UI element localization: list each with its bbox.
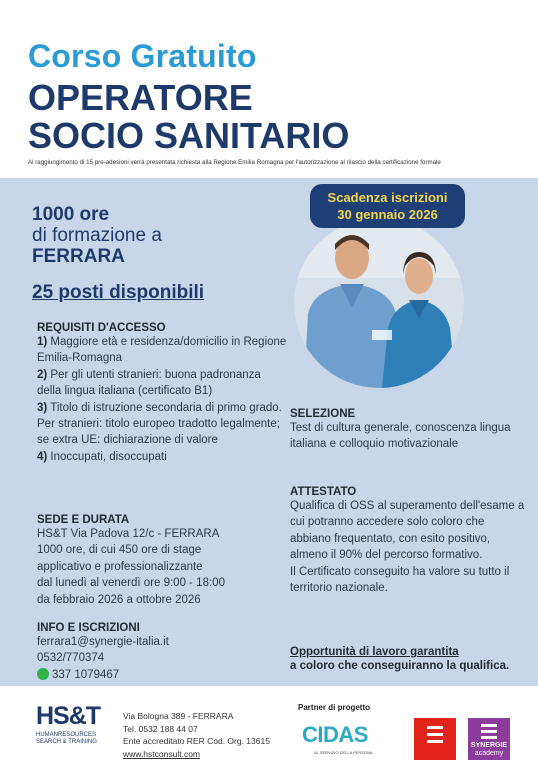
contact-email[interactable]: ferrara1@synergie-italia.it bbox=[37, 636, 169, 648]
location-title: SEDE E DURATA bbox=[37, 514, 130, 526]
hst-address: Via Bologna 389 - FERRARA bbox=[123, 711, 234, 721]
location-line: HS&T Via Padova 12/c - FERRARA bbox=[37, 528, 220, 540]
hours-desc: di formazione a bbox=[32, 225, 162, 246]
certificate-section bbox=[290, 486, 525, 596]
requirement-item: 1) Maggiore età e residenza/domicilio in Regione Emilia-Romagna bbox=[37, 336, 287, 365]
course-title: Corso Gratuito bbox=[28, 38, 257, 74]
nurses-photo bbox=[294, 218, 464, 388]
job-opportunity bbox=[290, 645, 525, 673]
hst-tagline-line: SEARCH & TRAINING bbox=[36, 739, 97, 745]
location-section bbox=[37, 514, 287, 608]
cidas-logo: CIDAS bbox=[302, 722, 368, 747]
deadline-label: Scadenza iscrizioni bbox=[327, 190, 448, 205]
hst-logo: HS&T bbox=[36, 702, 101, 730]
course-name-line1: OPERATORE bbox=[28, 77, 253, 118]
hours-city: FERRARA bbox=[32, 246, 125, 267]
whatsapp-number: 337 1079467 bbox=[52, 668, 120, 681]
requirement-item: 3) Titolo di istruzione secondaria di primo grado. Per stranieri: titolo europeo tradotto legalmente; se extra UE: dichiarazione di valore bbox=[37, 401, 282, 447]
job-opportunity-text: a coloro che conseguiranno la qualifica. bbox=[290, 660, 510, 672]
selection-section bbox=[290, 408, 525, 453]
contact-section bbox=[37, 622, 287, 683]
synergie-academy-label bbox=[464, 742, 514, 758]
hst-website-link[interactable]: www.hstconsult.com bbox=[123, 748, 200, 759]
requirement-item: 4) Inoccupati, disoccupati bbox=[37, 450, 167, 463]
job-opportunity-headline: Opportunità di lavoro garantita bbox=[290, 646, 459, 658]
cidas-tagline: AL SERVIZIO DELLA PERSONA bbox=[314, 750, 373, 755]
nurses-illustration bbox=[294, 218, 464, 388]
hours-count: 1000 ore bbox=[32, 204, 110, 225]
synergie-academy-line: academy bbox=[474, 750, 504, 757]
deadline-badge bbox=[310, 184, 465, 228]
partner-label: Partner di progetto bbox=[298, 703, 371, 712]
hst-contact bbox=[123, 710, 270, 760]
hours-block bbox=[32, 204, 162, 267]
selection-title: SELEZIONE bbox=[290, 408, 356, 420]
contact-title: INFO E ISCRIZIONI bbox=[37, 622, 140, 634]
certificate-validity: Il Certificato conseguito ha valore su tutto il territorio nazionale. bbox=[290, 565, 510, 595]
location-line: 1000 ore, di cui 450 ore di stage bbox=[37, 544, 202, 557]
deadline-date: 30 gennaio 2026 bbox=[337, 207, 438, 222]
contact-phone[interactable]: 0532/770374 bbox=[37, 652, 105, 665]
certificate-title: ATTESTATO bbox=[290, 486, 357, 498]
whatsapp-icon bbox=[37, 668, 49, 680]
hst-phone: Tel. 0532 188 44 07 bbox=[123, 723, 198, 734]
requirements-title: REQUISITI D'ACCESSO bbox=[37, 322, 166, 334]
hst-tagline-line: HUMANRESOURCES bbox=[36, 732, 97, 738]
requirements-section bbox=[37, 322, 287, 465]
requirement-item: 2) Per gli utenti stranieri: buona padronanza della lingua italiana (certificato B1) bbox=[37, 368, 261, 398]
requirements-list bbox=[37, 334, 287, 465]
location-text bbox=[37, 526, 287, 608]
synergie-label: SYNERGIE bbox=[416, 748, 454, 755]
location-line: dal lunedì al venerdì ore 9:00 - 18:00 bbox=[37, 577, 225, 590]
certificate-text: Qualifica di OSS al superamento dell'esame a cui potranno accedere solo coloro che abbiano frequentato, con esito positivo, almeno il 90% del percorso formativo. bbox=[290, 500, 525, 562]
contact-whatsapp[interactable] bbox=[37, 667, 287, 683]
disclaimer-text: Al raggiungimento di 15 pre-adesioni verrà presentata richiesta alla Regione Emilia Romagna per l'autorizzazione al rilascio della certificazione formale bbox=[28, 159, 441, 166]
selection-text: Test di cultura generale, conoscenza lingua italiana e colloquio motivazionale bbox=[290, 422, 511, 451]
synergie-academy-line: SYNERGIE bbox=[470, 742, 508, 749]
hst-tagline bbox=[36, 732, 97, 746]
available-seats: 25 posti disponibili bbox=[32, 282, 205, 303]
course-name-line2: SOCIO SANITARIO bbox=[28, 115, 350, 156]
location-line: da febbraio 2026 a ottobre 2026 bbox=[37, 593, 201, 606]
hst-accreditation: Ente accreditato RER Cod. Org. 13615 bbox=[123, 736, 270, 746]
location-line: applicativo e professionalizzante bbox=[37, 560, 203, 573]
